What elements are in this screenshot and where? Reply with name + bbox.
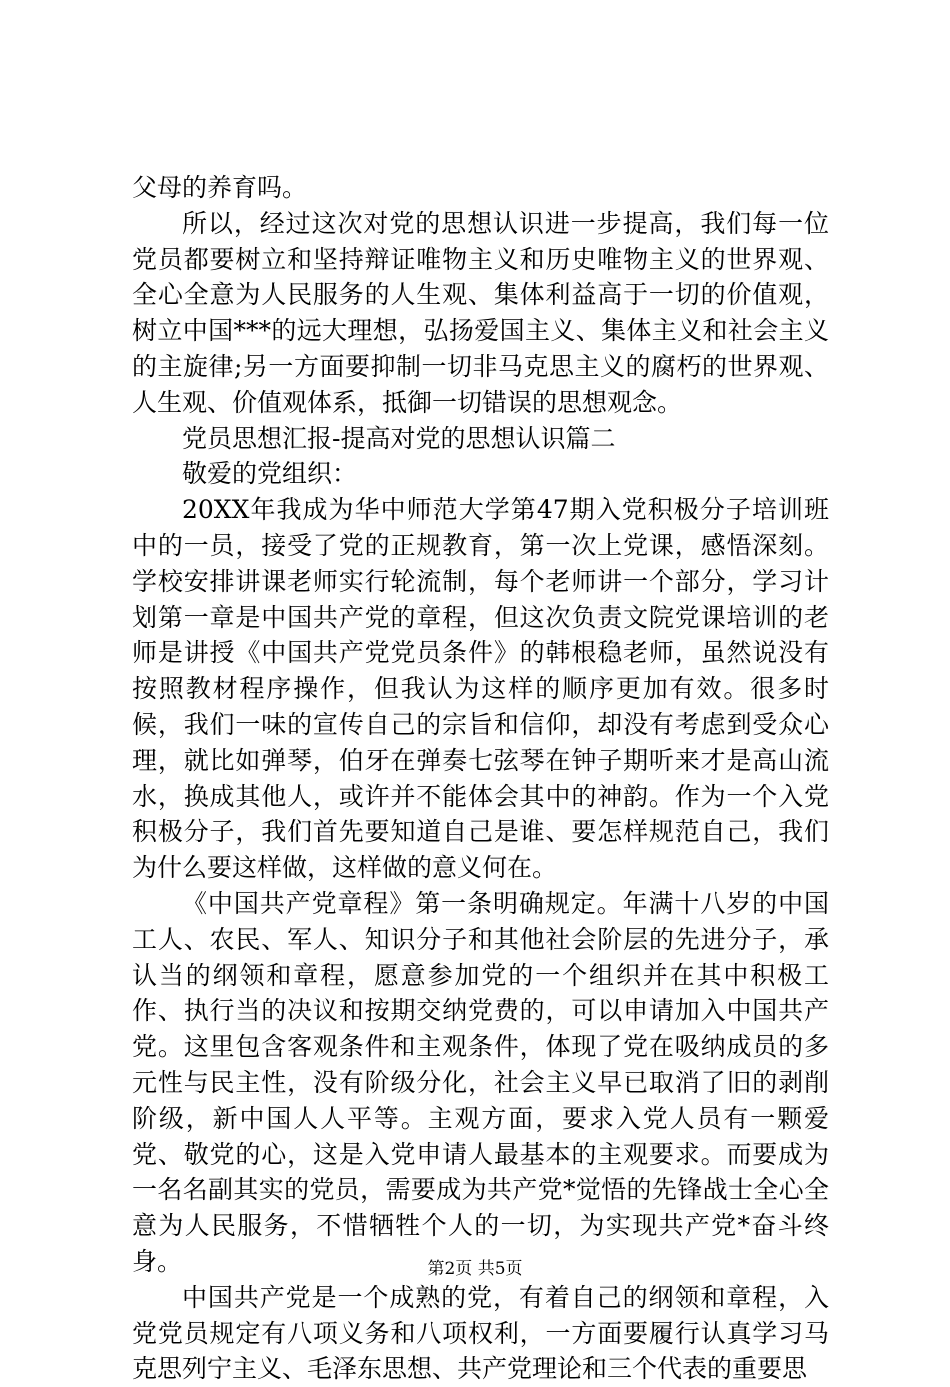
paragraph-training: 20XX年我成为华中师范大学第47期入党积极分子培训班中的一员，接受了党的正规教育，第一次上党课，感悟深刻。学校安排讲课老师实行轮流制，每个老师讲一个部分，学习计划第一章是中国共产党的章程，但这次负责文院党课培训的老师是讲授《中国共产党党员条件》的韩根稳老师，虽然说没有按照教材程序操作，但我认为这样的顺序更加有效。很多时候，我们一味的宣传自己的宗旨和信仰，却没有考虑到受众心理，就比如弹琴，伯牙在弹奏七弦琴在钟子期听来才是高山流水，换成其他人，或许并不能体会其中的神韵。作为一个入党积极分子，我们首先要知道自己是谁、要怎样规范自己，我们为什么要这样做，这样做的意义何在。 bbox=[132, 495, 829, 883]
document-body bbox=[132, 170, 829, 1387]
salutation: 敬爱的党组织： bbox=[182, 459, 358, 489]
section-heading: 党员思想汇报-提高对党的思想认识篇二 bbox=[182, 423, 616, 453]
paragraph-charter: 《中国共产党章程》第一条明确规定。年满十八岁的中国工人、农民、军人、知识分子和其他社会阶层的先进分子，承认当的纲领和章程，愿意参加党的一个组织并在其中积极工作、执行当的决议和按期交纳党费的，可以申请加入中国共产党。这里包含客观条件和主观条件，体现了党在吸纳成员的多元性与民主性，没有阶级分化，社会主义早已取消了旧的剥削阶级，新中国人人平等。主观方面，要求入党人员有一颗爱党、敬党的心，这是入党申请人最基本的主观要求。而要成为一名名副其实的党员，需要成为共产党*觉悟的先锋战士全心全意为人民服务，不惜牺牲个人的一切，为实现共产党*奋斗终身。 bbox=[132, 888, 829, 1276]
paragraph-conclusion: 所以，经过这次对党的思想认识进一步提高，我们每一位党员都要树立和坚持辩证唯物主义和历史唯物主义的世界观、全心全意为人民服务的人生观、集体利益高于一切的价值观，树立中国***的远大理想，弘扬爱国主义、集体主义和社会主义的主旋律;另一方面要抑制一切非马克思主义的腐朽的世界观、人生观、价值观体系，抵御一切错误的思想观念。 bbox=[132, 208, 829, 417]
paragraph-duties: 中国共产党是一个成熟的党，有着自己的纲领和章程，入党党员规定有八项义务和八项权利，一方面要履行认真学习马克思列宁主义、毛泽东思想、共产党理论和三个代表的重要思 bbox=[132, 1282, 829, 1384]
paragraph-continuation: 父母的养育吗。 bbox=[132, 173, 308, 202]
page-number-footer: 第2页 共5页 bbox=[427, 1259, 523, 1279]
